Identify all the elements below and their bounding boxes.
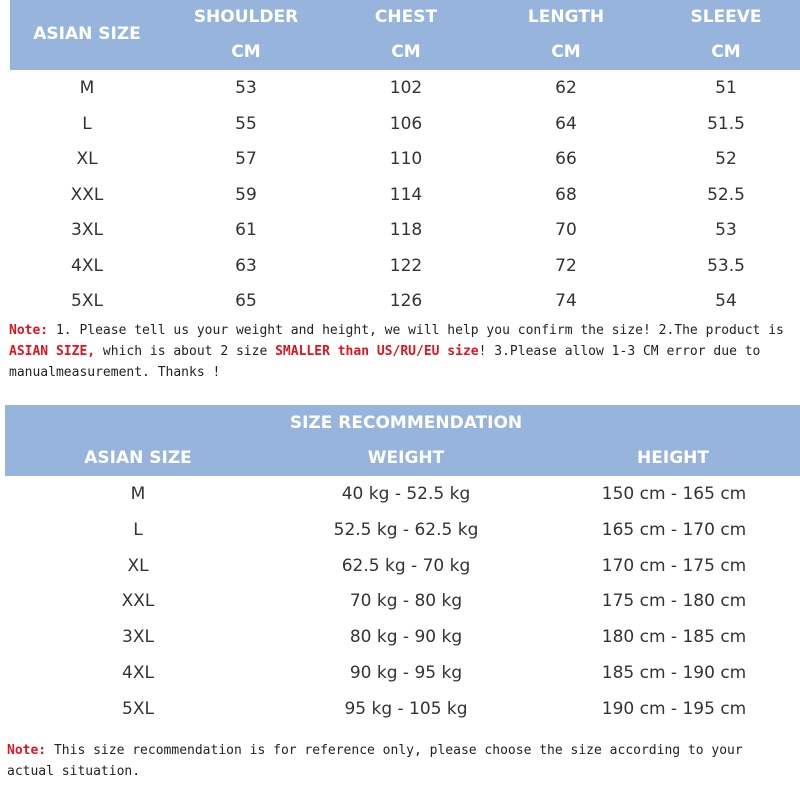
cell-length: 64 <box>555 113 577 134</box>
note-asian-size: ASIAN SIZE, <box>9 344 96 359</box>
cell-weight: 40 kg - 52.5 kg <box>341 484 471 504</box>
cell-shoulder: 55 <box>235 113 257 134</box>
cell-sleeve: 51.5 <box>707 113 745 134</box>
cell-length: 70 <box>555 220 577 240</box>
cell-height: 185 cm - 190 cm <box>601 663 747 683</box>
cell-shoulder: 59 <box>235 184 257 205</box>
size-note <box>9 320 794 383</box>
cell-size: XL <box>127 555 149 576</box>
cell-shoulder: 53 <box>235 78 257 98</box>
cell-size: L <box>133 519 143 540</box>
cell-weight: 95 kg - 105 kg <box>344 698 468 719</box>
recommendation-header <box>5 405 800 476</box>
cell-chest: 110 <box>389 149 423 169</box>
header-height: HEIGHT <box>637 448 709 468</box>
cell-chest: 122 <box>389 255 423 276</box>
header-chest-unit: CM <box>391 42 421 62</box>
cell-length: 62 <box>555 78 577 98</box>
cell-sleeve: 54 <box>715 291 737 311</box>
cell-weight: 52.5 kg - 62.5 kg <box>333 519 479 540</box>
cell-chest: 126 <box>389 291 423 311</box>
cell-size: 5XL <box>122 698 154 719</box>
cell-weight: 70 kg - 80 kg <box>349 591 463 612</box>
note-text: ! 3.Please allow 1-3 CM error due to manualmeasurement. Thanks ! <box>9 344 761 380</box>
cell-weight: 80 kg - 90 kg <box>349 627 463 648</box>
recommendation-note <box>7 740 794 782</box>
cell-size: 3XL <box>122 627 154 648</box>
header-asian-size: ASIAN SIZE <box>84 448 192 468</box>
header-shoulder: SHOULDER <box>193 7 299 27</box>
recommendation-title: SIZE RECOMMENDATION <box>289 413 523 433</box>
cell-length: 68 <box>555 184 577 205</box>
cell-shoulder: 61 <box>235 220 257 240</box>
cell-sleeve: 51 <box>715 78 737 98</box>
cell-size: 4XL <box>122 663 154 683</box>
cell-size: XXL <box>70 184 104 205</box>
cell-height: 170 cm - 175 cm <box>601 555 747 576</box>
cell-sleeve: 52.5 <box>707 184 745 205</box>
header-length: LENGTH <box>527 7 605 27</box>
cell-size: L <box>82 113 92 134</box>
cell-chest: 118 <box>389 220 423 240</box>
cell-weight: 90 kg - 95 kg <box>349 663 463 683</box>
cell-size: 4XL <box>71 255 103 276</box>
cell-shoulder: 65 <box>235 291 257 311</box>
cell-shoulder: 57 <box>235 149 257 169</box>
note-text: 1. Please tell us your weight and height, we will help you confirm the size! 2.The product is <box>48 323 784 338</box>
header-asian-size: ASIAN SIZE <box>33 24 141 44</box>
cell-sleeve: 52 <box>715 149 737 169</box>
note-label: Note: <box>9 323 49 338</box>
cell-chest: 102 <box>389 78 423 98</box>
cell-height: 165 cm - 170 cm <box>601 519 747 540</box>
cell-size: M <box>79 78 95 98</box>
cell-weight: 62.5 kg - 70 kg <box>341 555 471 576</box>
header-sleeve: SLEEVE <box>690 7 762 27</box>
header-chest: CHEST <box>374 7 438 27</box>
note-text: This size recommendation is for reference only, please choose the size according to your actual situation. <box>7 743 743 779</box>
header-length-unit: CM <box>551 42 581 62</box>
cell-chest: 114 <box>389 184 423 205</box>
size-chart-header <box>10 0 800 70</box>
header-shoulder-unit: CM <box>231 42 261 62</box>
cell-size: 5XL <box>71 291 103 311</box>
cell-height: 180 cm - 185 cm <box>601 627 747 648</box>
note-smaller-warning: SMALLER than US/RU/EU size <box>275 344 479 359</box>
cell-height: 150 cm - 165 cm <box>601 484 747 504</box>
cell-shoulder: 63 <box>235 255 257 276</box>
cell-length: 72 <box>555 255 577 276</box>
cell-height: 175 cm - 180 cm <box>601 591 747 612</box>
cell-size: 3XL <box>71 220 103 240</box>
cell-size: M <box>130 484 146 504</box>
cell-chest: 106 <box>389 113 423 134</box>
note-text: which is about 2 size <box>95 344 276 359</box>
header-weight: WEIGHT <box>367 448 445 468</box>
cell-sleeve: 53.5 <box>707 255 745 276</box>
note-label: Note: <box>7 743 47 758</box>
cell-length: 74 <box>555 291 577 311</box>
cell-sleeve: 53 <box>715 220 737 240</box>
cell-size: XL <box>76 149 98 169</box>
cell-length: 66 <box>555 149 577 169</box>
cell-height: 190 cm - 195 cm <box>601 698 747 719</box>
header-sleeve-unit: CM <box>711 42 741 62</box>
cell-size: XXL <box>121 591 155 612</box>
